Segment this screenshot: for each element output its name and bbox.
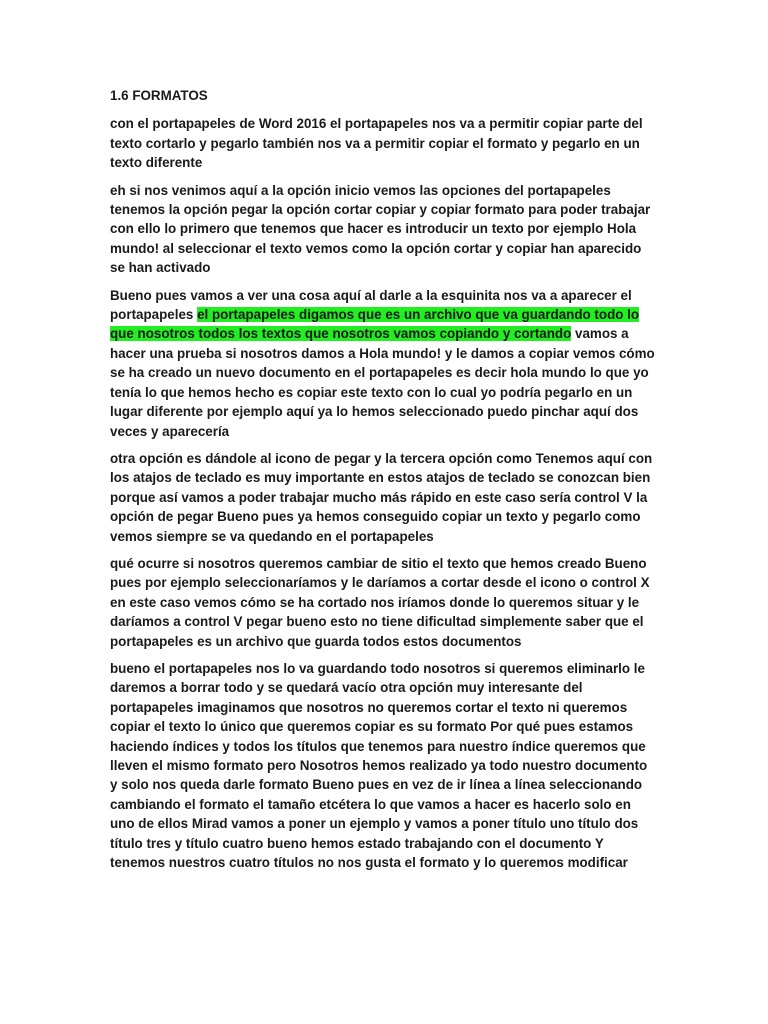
paragraph-3 <box>110 286 658 441</box>
paragraph-6: bueno el portapapeles nos lo va guardando todo nosotros si queremos eliminarlo le daremos a borrar todo y se quedará vacío otra opción muy interesante del portapapeles imaginamos que nosotros no queremos cortar el texto ni queremos copiar el texto lo único que queremos copiar es su formato Por qué pues estamos haciendo índices y todos los títulos que tenemos para nuestro índice queremos que lleven el mismo formato pero Nosotros hemos realizado ya todo nuestro documento y solo nos queda darle formato Bueno pues en vez de ir línea a línea seleccionando cambiando el formato el tamaño etcétera lo que vamos a hacer es hacerlo solo en uno de ellos Mirad vamos a poner un ejemplo y vamos a poner título uno título dos título tres y título cuatro bueno hemos estado trabajando con el documento Y tenemos nuestros cuatro títulos no nos gusta el formato y lo queremos modificar <box>110 660 648 871</box>
document-page <box>110 86 658 880</box>
paragraph-5: qué ocurre si nosotros queremos cambiar de sitio el texto que hemos creado Bueno pues por ejemplo seleccionaríamos y le daríamos a cortar desde el icono o control X en este caso vemos cómo se ha cortado nos iríamos donde lo queremos situar y le daríamos a control V pegar bueno esto no tiene dificultad simplemente saber que el portapapeles es un archivo que guarda todos estos documentos <box>110 555 650 649</box>
paragraph-3-text-after: vamos a hacer una prueba si nosotros damos a Hola mundo! y le damos a copiar vemos cómo se ha creado un nuevo documento en el portapapeles es decir hola mundo lo que yo tenía lo que hemos hecho es copiar este texto con lo cual yo podría pegarlo en un lugar diferente por ejemplo aquí ya lo hemos seleccionado puedo pinchar aquí dos veces y aparecería <box>110 326 655 439</box>
paragraph-2: eh si nos venimos aquí a la opción inicio vemos las opciones del portapapeles tenemos la opción pegar la opción cortar copiar y copiar formato para poder trabajar con ello lo primero que tenemos que hacer es introducir un texto por ejemplo Hola mundo! al seleccionar el texto vemos como la opción cortar y copiar han aparecido se han activado <box>110 182 651 276</box>
document-title: 1.6 FORMATOS <box>110 88 208 103</box>
paragraph-4: otra opción es dándole al icono de pegar y la tercera opción como Tenemos aquí con los atajos de teclado es muy importante en estos atajos de teclado se conozcan bien porque así vamos a poder trabajar mucho más rápido en este caso sería control V la opción de pegar Bueno pues ya hemos conseguido copiar un texto y pegarlo como vemos siempre se va quedando en el portapapeles <box>110 450 653 544</box>
paragraph-3-text-before: Bueno pues vamos a ver una cosa aquí al darle a la esquinita nos va a aparecer el portapapeles <box>110 287 632 323</box>
highlighted-text: el portapapeles digamos que es un archivo que va guardando todo lo que nosotros todos los textos que nosotros vamos copiando y cortando <box>110 307 640 342</box>
paragraph-1: con el portapapeles de Word 2016 el portapapeles nos va a permitir copiar parte del texto cortarlo y pegarlo también nos va a permitir copiar el formato y pegarlo en un texto diferente <box>110 116 643 171</box>
